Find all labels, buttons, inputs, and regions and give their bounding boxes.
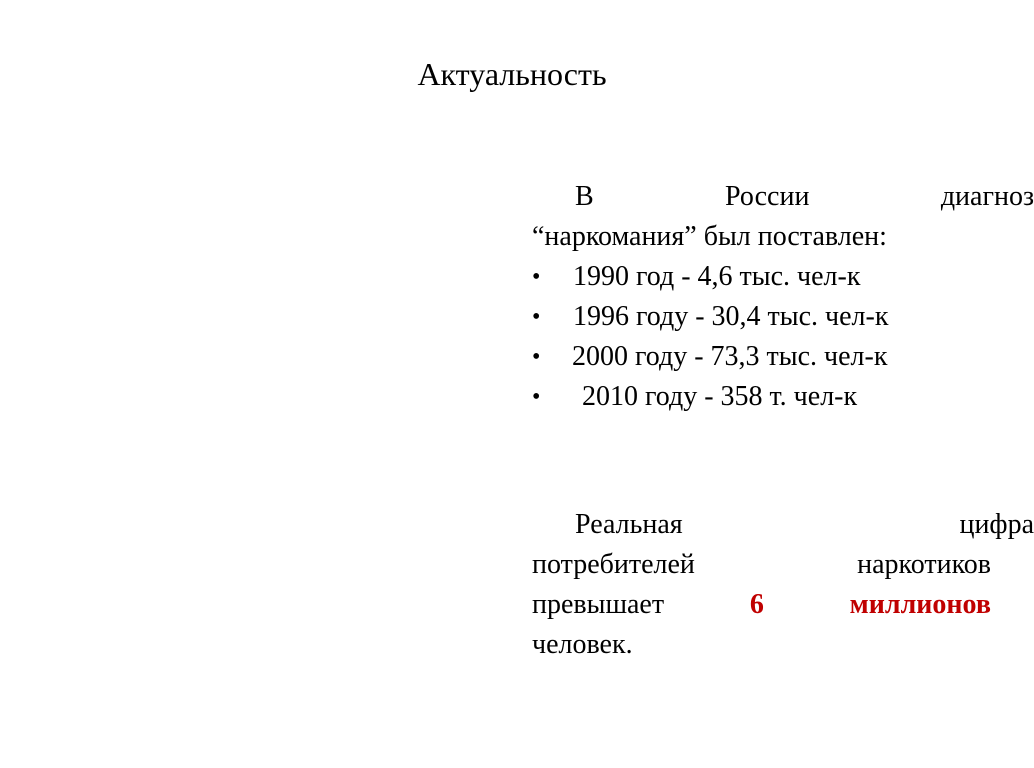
outro-word: Реальная [575,509,683,540]
outro-word: цифра [959,509,1034,540]
intro-word: диагноз [940,181,1034,212]
intro-paragraph [532,177,1034,257]
list-item-text: 2000 году - 73,3 тыс. чел-к [572,341,888,372]
outro-word: потребителей [532,549,695,580]
outro-line-4: человек. [532,629,633,660]
outro-line-1 [532,505,1034,545]
list-item-text: 1996 году - 30,4 тыс. чел-к [573,301,889,332]
list-item [532,337,991,377]
bullet-icon: • [532,384,541,410]
highlight-word: миллионов [849,589,991,620]
list-item [532,257,991,297]
statistics-list [532,257,991,417]
slide-title: Актуальность [417,56,607,92]
bullet-icon: • [532,344,541,370]
intro-line-2: “наркомания” был поставлен: [532,221,887,252]
list-item [532,297,991,337]
bullet-icon: • [532,264,541,290]
intro-word: В [575,181,594,212]
outro-word: наркотиков [857,549,991,580]
bullet-icon: • [532,304,541,330]
outro-line-3 [532,585,991,625]
list-item [532,377,991,417]
outro-paragraph [532,505,1034,665]
intro-word: России [725,181,810,212]
intro-line-1 [532,177,1034,217]
list-item-text: 2010 году - 358 т. чел-к [582,381,858,412]
outro-line-2 [532,545,991,585]
list-item-text: 1990 год - 4,6 тыс. чел-к [573,261,861,292]
outro-word: превышает [532,589,665,620]
highlight-number: 6 [749,589,764,620]
